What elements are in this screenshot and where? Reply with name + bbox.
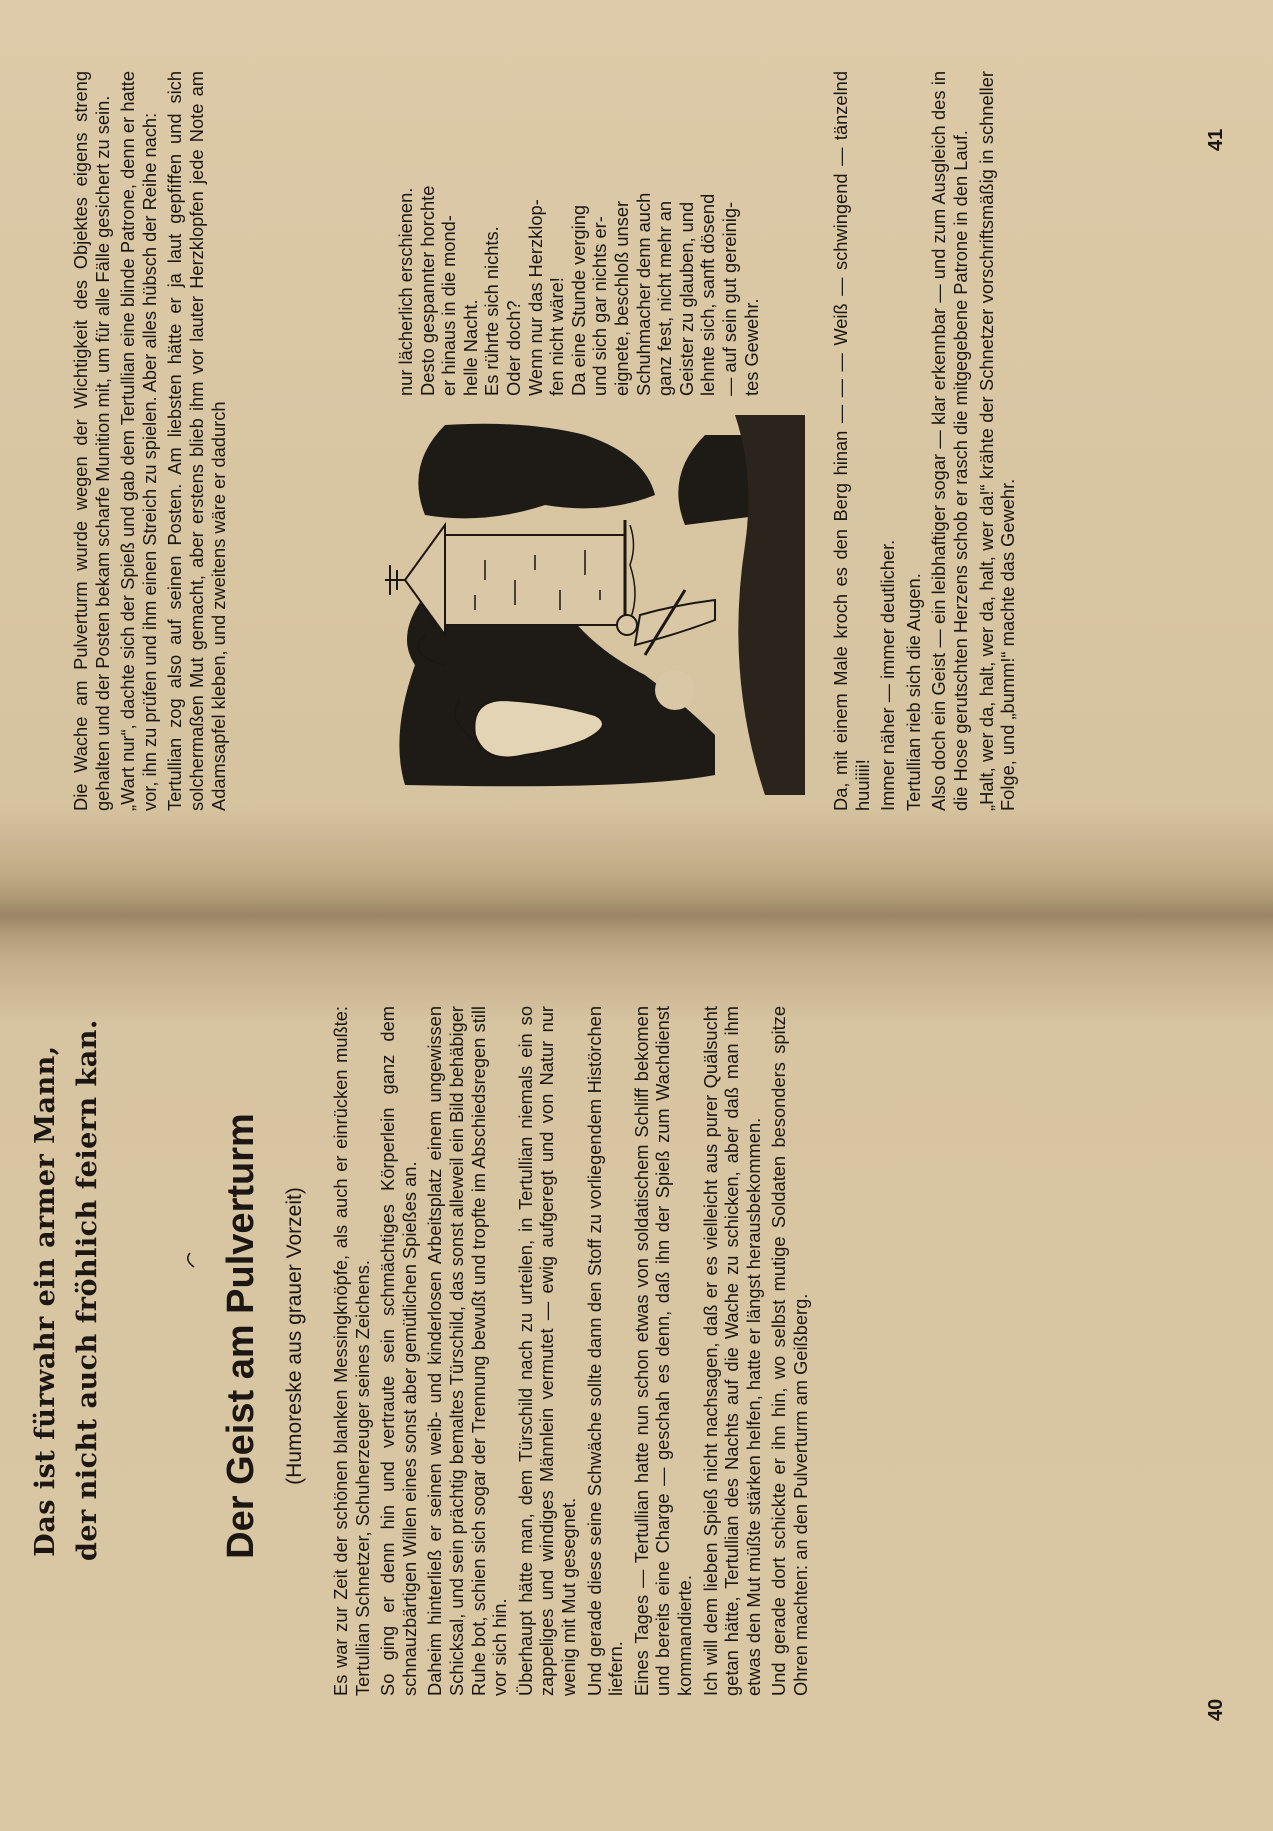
text-line: und sich gar nichts er- <box>589 216 611 396</box>
motto-line: Das ist fürwahr ein armer Mann, <box>30 1045 61 1557</box>
paragraph: So ging er denn hin und vertraute sein schmächtiges Körperlein ganz dem schnauzbärtigen Willen eines sonst aber gemütlichen Spießes an. <box>377 1006 420 1696</box>
text-line: helle Nacht. <box>459 299 481 396</box>
story-title: Der Geist am Pulverturm <box>220 1113 262 1559</box>
text-line: Geister zu glauben, und <box>675 201 697 396</box>
paragraph: Es war zur Zeit der schönen blanken Messingknöpfe, als auch er einrücken mußte: Tertullian Schnetzer, Schuherzeuger seines Zeichens. <box>330 1006 373 1696</box>
page-number-right: 41 <box>1205 128 1227 151</box>
text-line: — auf sein gut gereinig- <box>718 201 740 396</box>
paragraph: Überhaupt hätte man, dem Türschild nach zu urteilen, in Tertullian niemals ein so zappeliges und windiges Männlein vermutet — ewig aufgeregt und von Natur nur wenig mit Mut gesegnet. <box>514 1006 579 1696</box>
text-line: eignete, beschloß unser <box>610 200 632 396</box>
paragraph: Ich will dem lieben Spieß nicht nachsagen, daß er es vielleicht aus purer Quälsucht getan hätte, Tertullian des Nachts auf die Wache zu schicken, aber daß man ihm etwas den Mut müßte stärken helfen, hatte er längst herausbekommen. <box>699 1006 764 1696</box>
right-column-text <box>395 66 762 396</box>
story-subtitle: (Humoreske aus grauer Vorzeit) <box>283 1187 306 1485</box>
paragraph: Tertullian rieb sich die Augen. <box>902 573 924 811</box>
paragraph: Die Wache am Pulverturm wurde wegen der Wichtigkeit des Objektes eigens streng gehalten und der Posten bekam scharfe Munition mit, um für alle Fälle gesichert zu sein. <box>70 71 113 811</box>
motto-line: der nicht auch fröhlich feiern kan. <box>72 1019 103 1561</box>
left-page-body <box>330 1006 815 1696</box>
paragraph: Daheim hinterließ er seinen weib- und kinderlosen Arbeitsplatz einem ungewissen Schicksal, und sein prächtig bemaltes Türschild, das sonst alleweil ein Bild behäbiger Ruhe bot, schien sich sogar der Trennung bewußt und tropfte im Abschiedsregen still vor sich hin. <box>424 1006 511 1696</box>
text-line: nur lächerlich erschienen. <box>395 187 416 396</box>
paragraph: Da, mit einem Male kroch es den Berg hinan — — — Weiß — schwingend — tänzelnd huuiiii! <box>830 71 873 811</box>
text-line: Desto gespannter horchte <box>416 185 438 396</box>
motto <box>25 1019 109 1561</box>
text-line: fen nicht wäre! <box>546 277 568 396</box>
illustration-svg <box>385 415 805 795</box>
text-line: Oder doch? <box>502 300 524 396</box>
text-line: er hinaus in die mond- <box>438 215 460 396</box>
text-line: Wenn nur das Herzklop- <box>524 199 546 396</box>
text-line: Da eine Stunde verging <box>567 204 589 396</box>
paragraph: Und gerade dort schickte er ihn hin, wo selbst mutige Soldaten besonders spitze Ohren machten: an den Pulverturm am Geißberg. <box>768 1006 811 1696</box>
paragraph: Tertullian zog also auf seinen Posten. Am liebsten hätte er ja laut gepfiffen und sich solchermaßen Mut gemacht, aber erstens blieb ihm vor lauter Herzklopfen jede Note am Adamsapfel kleben, und zweitens wäre er dadurch <box>164 71 229 811</box>
paragraph: Also doch ein Geist — ein leibhaftiger sogar — klar erkennbar — und zum Ausgleich des in die Hose gerutschten Herzens schob er rasch die mitgegebene Patrone in den Lauf. <box>928 71 971 811</box>
text-line: Es rührte sich nichts. <box>481 226 503 396</box>
text-line: lehnte sich, sanft dösend <box>697 193 719 396</box>
right-page-bottom-text <box>830 71 1023 811</box>
ghost-at-powder-tower-illustration <box>385 415 805 795</box>
text-line: tes Gewehr. <box>740 298 762 396</box>
paragraph: Eines Tages — Tertullian hatte nun schon etwas von soldatischem Schliff bekomen und bereits eine Charge — geschah es denn, daß ihn der Spieß zum Wachdienst kommandierte. <box>630 1006 695 1696</box>
tilde-mark-icon <box>180 1249 202 1271</box>
text-line: ganz fest, nicht mehr an <box>654 200 676 396</box>
page-number-left: 40 <box>1205 1698 1227 1721</box>
text-line: Schuhmacher denn auch <box>632 192 654 396</box>
paragraph: Immer näher — immer deutlicher. <box>877 539 899 811</box>
paragraph: „Halt, wer da, halt, wer da, halt, wer da!“ krähte der Schnetzer vorschriftsmäßig in schneller Folge, und „bumm!“ machte das Gewehr. <box>975 71 1019 811</box>
right-page-intro <box>70 71 233 811</box>
page-40 <box>0 916 1273 1831</box>
paragraph: „Wart nur“, dachte sich der Spieß und gab dem Tertullian eine blinde Patrone, denn er hatte vor, ihn zu prüfen und ihm einen Streich zu spielen. Aber alles hübsch der Reihe nach: <box>117 71 160 811</box>
paragraph: Und gerade diese seine Schwäche sollte dann den Stoff zu vorliegendem Histörchen liefern. <box>583 1006 627 1696</box>
